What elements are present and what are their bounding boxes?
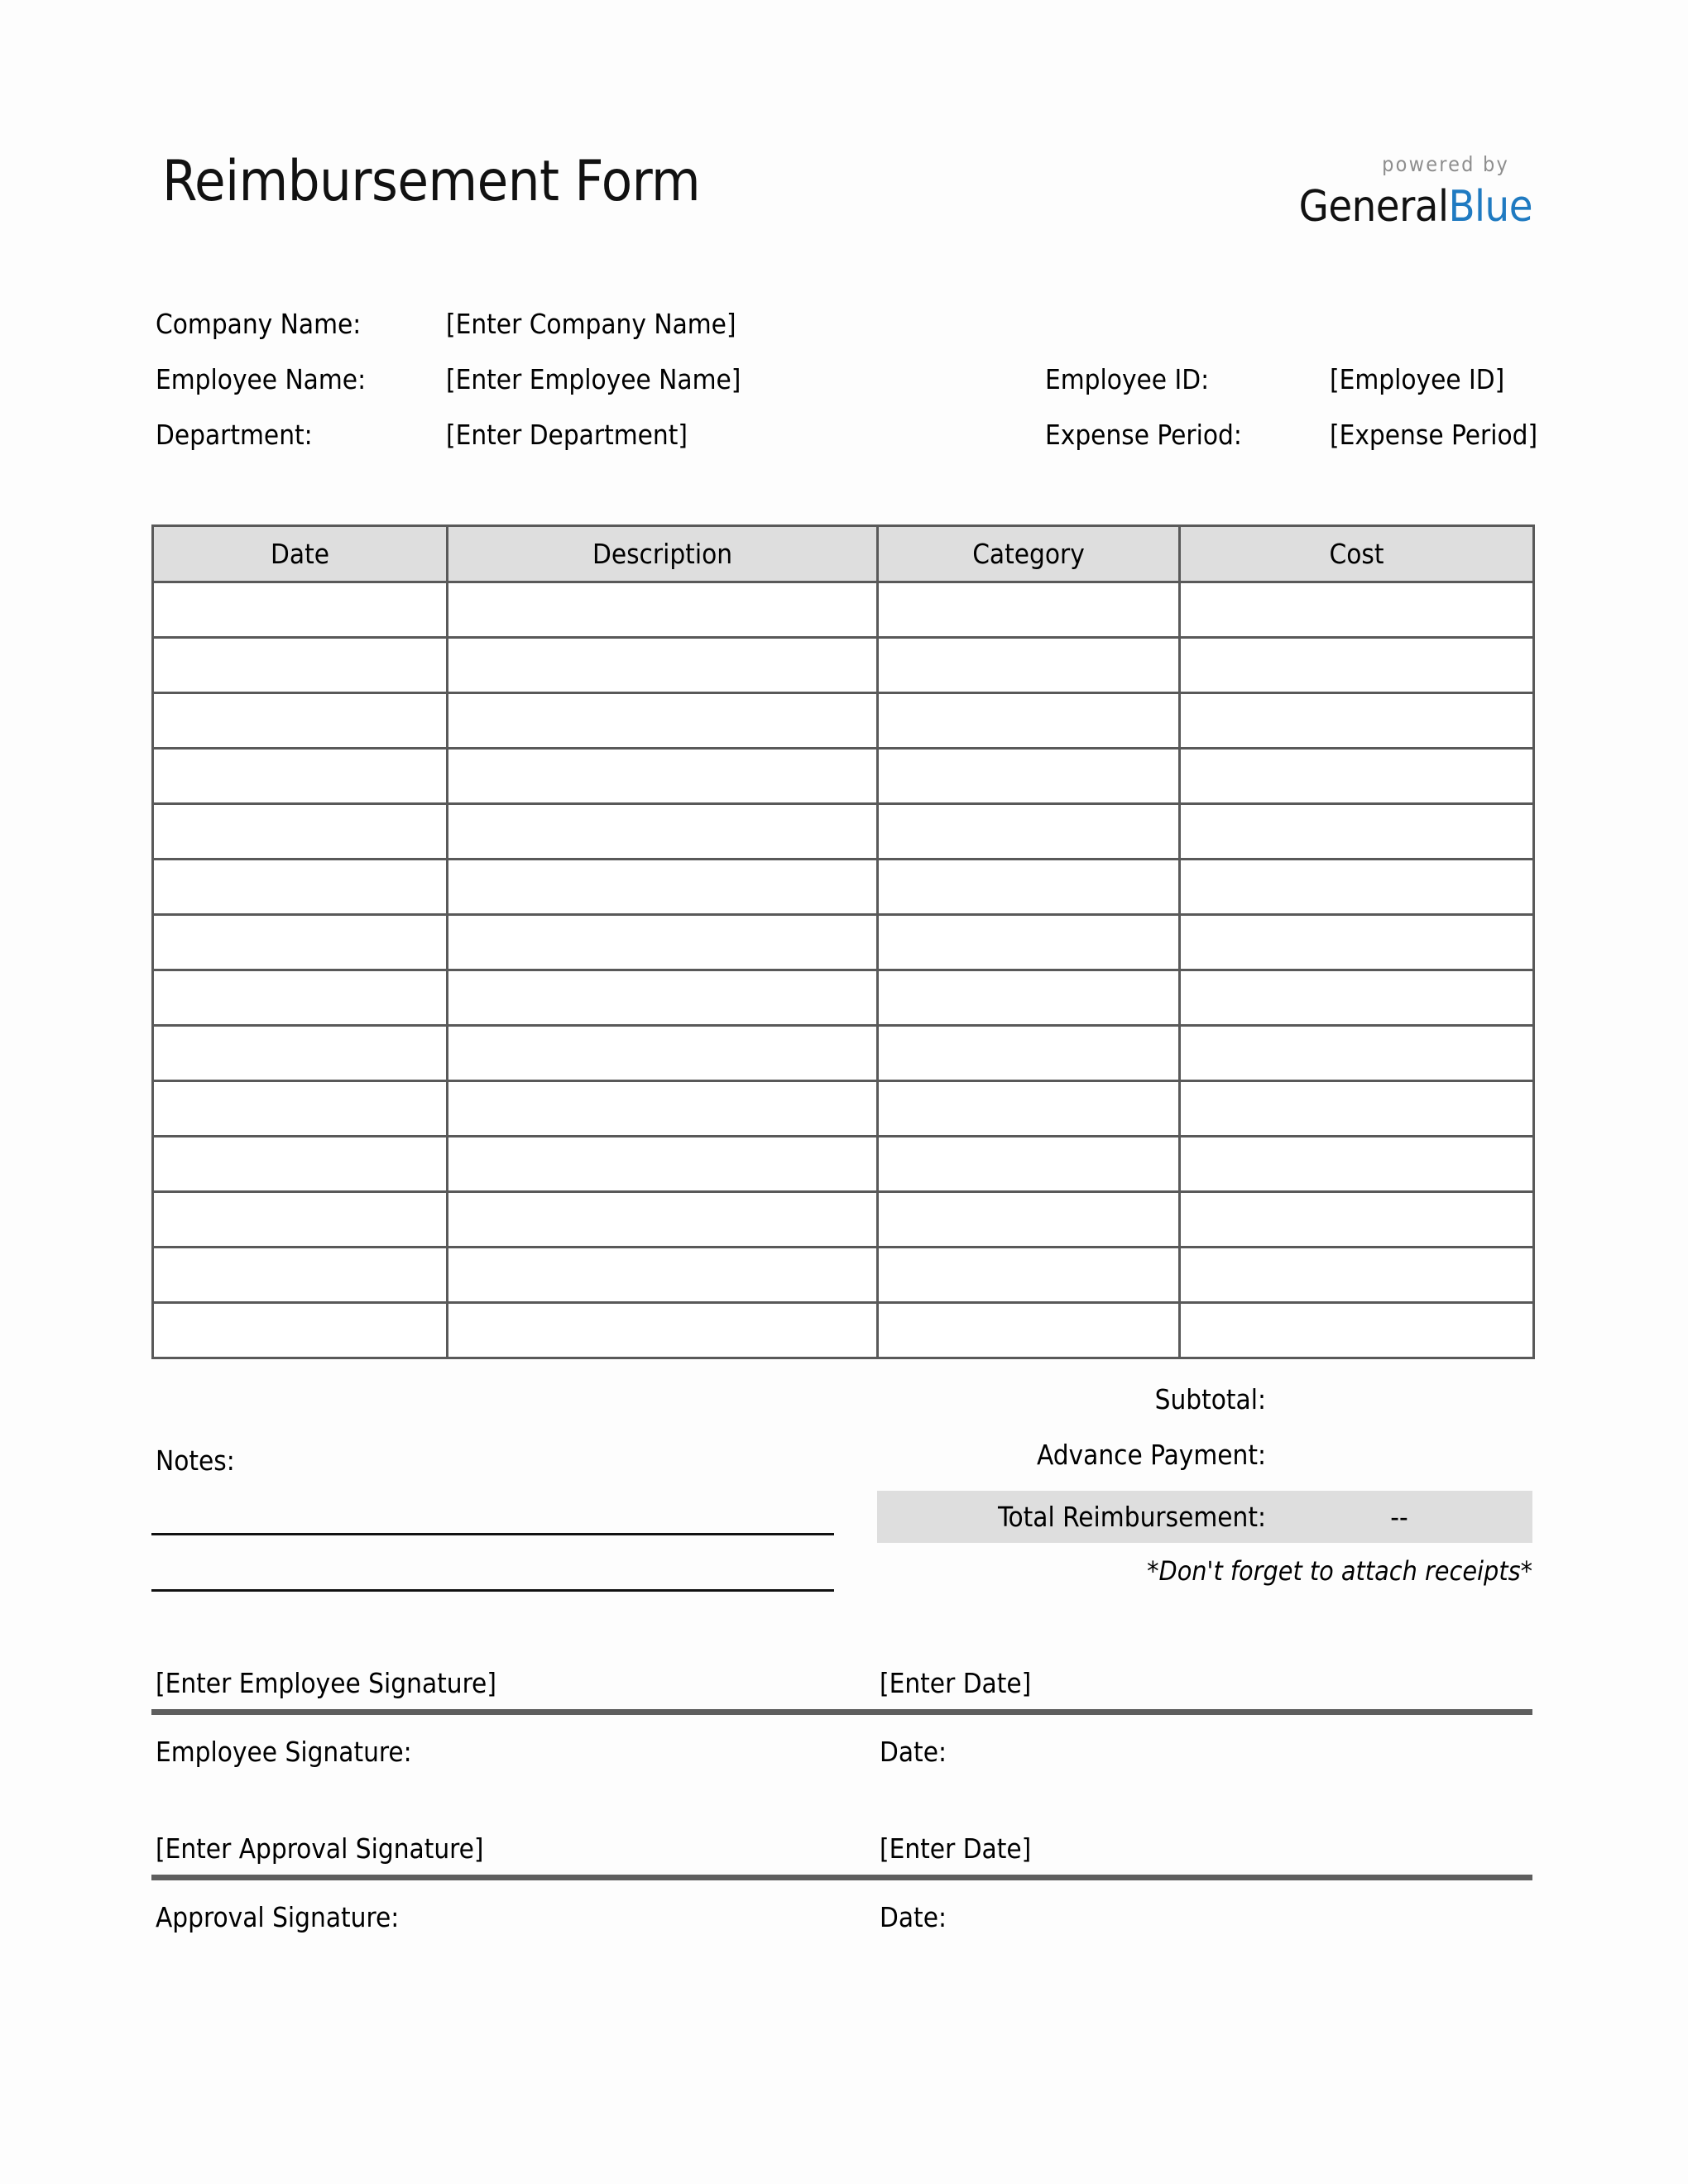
cell-cost[interactable] (1180, 860, 1534, 915)
form-meta-fields (151, 308, 1538, 474)
approval-date-caption: Date: (880, 1901, 947, 1933)
cell-cost[interactable] (1180, 1137, 1534, 1192)
cell-date[interactable] (153, 1303, 448, 1358)
table-row (153, 582, 1534, 638)
table-row (153, 1026, 1534, 1081)
logo-powered-by-text: powered by (1382, 152, 1509, 176)
cell-description[interactable] (448, 1192, 878, 1248)
notes-label: Notes: (156, 1444, 235, 1477)
cell-category[interactable] (878, 582, 1180, 638)
table-row (153, 693, 1534, 749)
approval-signature-rule (151, 1875, 1532, 1880)
column-header-category: Category (878, 526, 1180, 582)
cell-description[interactable] (448, 1081, 878, 1137)
total-reimbursement-value: -- (1390, 1501, 1408, 1533)
table-row (153, 804, 1534, 860)
cell-date[interactable] (153, 915, 448, 970)
employee-name-label: Employee Name: (156, 363, 367, 395)
table-row (153, 1303, 1534, 1358)
cell-cost[interactable] (1180, 749, 1534, 804)
page-title: Reimbursement Form (162, 149, 701, 214)
employee-name-field[interactable]: [Enter Employee Name] (446, 363, 741, 395)
table-row (153, 1081, 1534, 1137)
advance-payment-label: Advance Payment: (1036, 1439, 1266, 1471)
table-row (153, 749, 1534, 804)
expense-table-body (153, 582, 1534, 1358)
employee-id-field[interactable]: [Employee ID] (1330, 363, 1505, 395)
cell-category[interactable] (878, 693, 1180, 749)
approval-date-field[interactable]: [Enter Date] (880, 1832, 1032, 1865)
cell-date[interactable] (153, 1248, 448, 1303)
cell-description[interactable] (448, 1026, 878, 1081)
company-name-field[interactable]: [Enter Company Name] (446, 308, 736, 340)
cell-cost[interactable] (1180, 804, 1534, 860)
cell-cost[interactable] (1180, 1248, 1534, 1303)
expense-period-label: Expense Period: (1045, 419, 1242, 451)
notes-write-line-1[interactable] (151, 1533, 834, 1535)
cell-date[interactable] (153, 1081, 448, 1137)
advance-payment-row (877, 1435, 1532, 1491)
table-row (153, 970, 1534, 1026)
notes-write-line-2[interactable] (151, 1589, 834, 1592)
cell-cost[interactable] (1180, 1192, 1534, 1248)
meta-row-company (151, 308, 1532, 363)
cell-date[interactable] (153, 693, 448, 749)
cell-date[interactable] (153, 1192, 448, 1248)
totals-section (877, 1380, 1532, 1543)
cell-cost[interactable] (1180, 1026, 1534, 1081)
employee-signature-block (151, 1664, 1532, 1783)
cell-category[interactable] (878, 638, 1180, 693)
employee-signature-rule (151, 1709, 1532, 1715)
cell-cost[interactable] (1180, 915, 1534, 970)
employee-date-caption: Date: (880, 1736, 947, 1768)
cell-category[interactable] (878, 1192, 1180, 1248)
table-row (153, 1248, 1534, 1303)
employee-date-field[interactable]: [Enter Date] (880, 1667, 1032, 1699)
column-header-date: Date (153, 526, 448, 582)
column-header-description: Description (448, 526, 878, 582)
cell-category[interactable] (878, 1137, 1180, 1192)
cell-date[interactable] (153, 1026, 448, 1081)
cell-description[interactable] (448, 749, 878, 804)
attach-receipts-note: *Don't forget to attach receipts* (1147, 1555, 1532, 1587)
logo-blue-text: Blue (1448, 182, 1532, 232)
table-header-row (153, 526, 1534, 582)
brand-logo (1185, 154, 1532, 230)
meta-row-department (151, 419, 1538, 474)
cell-date[interactable] (153, 860, 448, 915)
expense-period-field[interactable]: [Expense Period] (1330, 419, 1538, 451)
cell-description[interactable] (448, 804, 878, 860)
cell-description[interactable] (448, 582, 878, 638)
cell-date[interactable] (153, 1137, 448, 1192)
employee-id-label: Employee ID: (1045, 363, 1210, 395)
cell-description[interactable] (448, 1137, 878, 1192)
approval-signature-inputs (151, 1830, 1532, 1873)
cell-description[interactable] (448, 915, 878, 970)
company-name-label: Company Name: (156, 308, 362, 340)
employee-signature-captions (151, 1733, 1532, 1783)
table-row (153, 915, 1534, 970)
table-row (153, 860, 1534, 915)
table-row (153, 1137, 1534, 1192)
cell-description[interactable] (448, 970, 878, 1026)
cell-cost[interactable] (1180, 638, 1534, 693)
subtotal-row (877, 1380, 1532, 1435)
logo-general-text: General (1298, 182, 1449, 232)
cell-date[interactable] (153, 638, 448, 693)
cell-cost[interactable] (1180, 1081, 1534, 1137)
cell-cost[interactable] (1180, 1303, 1534, 1358)
cell-category[interactable] (878, 1026, 1180, 1081)
table-row (153, 1192, 1534, 1248)
table-row (153, 638, 1534, 693)
cell-category[interactable] (878, 1081, 1180, 1137)
column-header-cost: Cost (1180, 526, 1534, 582)
cell-category[interactable] (878, 1303, 1180, 1358)
document-header (151, 149, 1532, 248)
approval-signature-captions (151, 1899, 1532, 1948)
subtotal-label: Subtotal: (1154, 1383, 1266, 1415)
department-label: Department: (156, 419, 313, 451)
approval-signature-block (151, 1830, 1532, 1948)
cell-date[interactable] (153, 749, 448, 804)
cell-category[interactable] (878, 860, 1180, 915)
approval-signature-caption: Approval Signature: (156, 1901, 400, 1933)
cell-cost[interactable] (1180, 970, 1534, 1026)
cell-date[interactable] (153, 804, 448, 860)
department-field[interactable]: [Enter Department] (446, 419, 688, 451)
approval-signature-field[interactable]: [Enter Approval Signature] (156, 1832, 484, 1865)
employee-signature-inputs (151, 1664, 1532, 1707)
cell-description[interactable] (448, 860, 878, 915)
cell-description[interactable] (448, 1248, 878, 1303)
logo-wordmark (1185, 184, 1532, 230)
cell-category[interactable] (878, 915, 1180, 970)
cell-category[interactable] (878, 804, 1180, 860)
employee-signature-caption: Employee Signature: (156, 1736, 412, 1768)
employee-signature-field[interactable]: [Enter Employee Signature] (156, 1667, 496, 1699)
expense-table-head (153, 526, 1534, 582)
cell-date[interactable] (153, 970, 448, 1026)
cell-cost[interactable] (1180, 693, 1534, 749)
cell-date[interactable] (153, 582, 448, 638)
cell-cost[interactable] (1180, 582, 1534, 638)
total-reimbursement-label: Total Reimbursement: (997, 1501, 1266, 1533)
cell-description[interactable] (448, 693, 878, 749)
cell-category[interactable] (878, 970, 1180, 1026)
cell-description[interactable] (448, 638, 878, 693)
meta-row-employee (151, 363, 1532, 419)
cell-category[interactable] (878, 1248, 1180, 1303)
total-reimbursement-row (877, 1491, 1532, 1543)
expense-table (151, 524, 1535, 1359)
cell-category[interactable] (878, 749, 1180, 804)
cell-description[interactable] (448, 1303, 878, 1358)
